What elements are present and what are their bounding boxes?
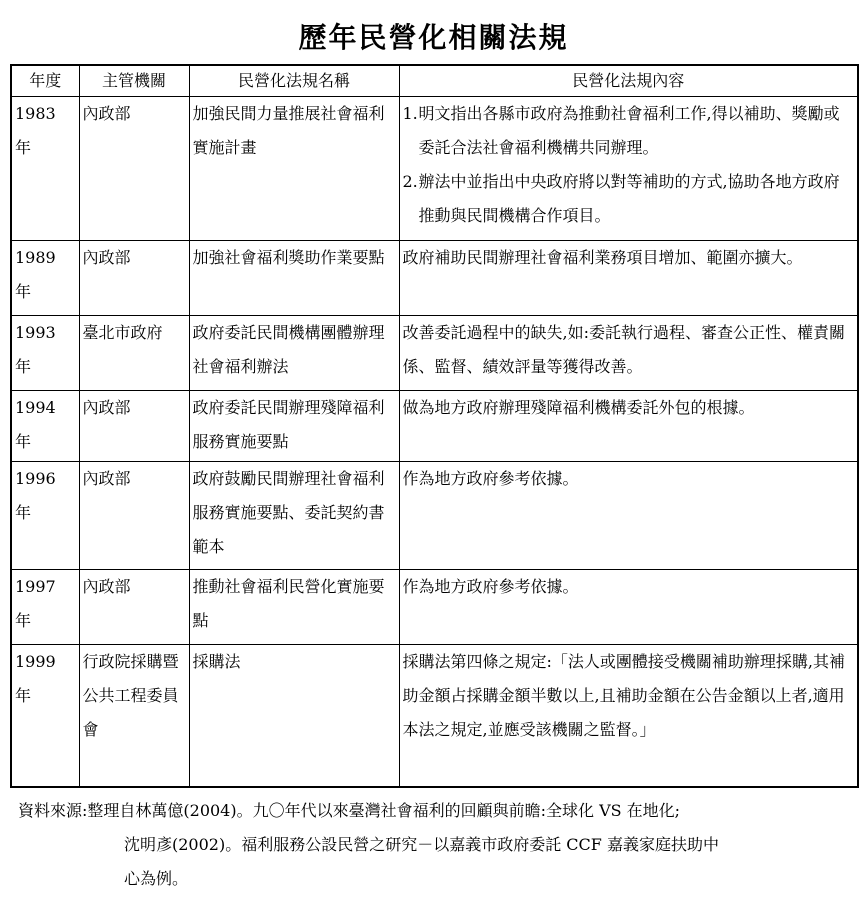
year-cell: 1996 年 <box>11 462 79 570</box>
content-cell: 做為地方政府辦理殘障福利機構委託外包的根據。 <box>399 391 858 462</box>
regulations-table <box>10 64 859 788</box>
table-row <box>11 241 858 316</box>
table-row <box>11 391 858 462</box>
header-law-name: 民營化法規名稱 <box>189 65 399 97</box>
content-cell: 採購法第四條之規定:「法人或團體接受機關補助辦理採購,其補助金額占採購金額半數以上,且補助金額在公告金額以上者,適用本法之規定,並應受該機關之監督。」 <box>399 645 858 787</box>
law-name-cell: 加強社會福利獎助作業要點 <box>189 241 399 316</box>
list-item <box>403 165 855 233</box>
table-row <box>11 645 858 787</box>
source-note <box>18 794 858 896</box>
item-text: 明文指出各縣市政府為推動社會福利工作,得以補助、獎勵或委託合法社會福利機構共同辦理。 <box>418 104 840 157</box>
source-line: 沈明彥(2002)。福利服務公設民營之研究－以嘉義市政府委託 CCF 嘉義家庭扶助中 <box>124 835 719 854</box>
agency-cell: 行政院採購暨公共工程委員會 <box>79 645 189 787</box>
source-line: 心為例。 <box>124 869 189 888</box>
year-cell: 1994 年 <box>11 391 79 462</box>
year-cell: 1983 年 <box>11 97 79 241</box>
agency-cell: 內政部 <box>79 241 189 316</box>
table-row <box>11 462 858 570</box>
year-cell: 1993 年 <box>11 316 79 391</box>
law-name-cell: 政府鼓勵民間辦理社會福利服務實施要點、委託契約書範本 <box>189 462 399 570</box>
header-content: 民營化法規內容 <box>399 65 858 97</box>
agency-cell: 內政部 <box>79 391 189 462</box>
table-row <box>11 316 858 391</box>
content-cell: 政府補助民間辦理社會福利業務項目增加、範圍亦擴大。 <box>399 241 858 316</box>
law-name-cell: 政府委託民間機構團體辦理社會福利辦法 <box>189 316 399 391</box>
year-cell: 1989 年 <box>11 241 79 316</box>
agency-cell: 內政部 <box>79 570 189 645</box>
item-number: 2. <box>402 172 418 191</box>
law-name-cell: 加強民間力量推展社會福利實施計畫 <box>189 97 399 241</box>
agency-cell: 內政部 <box>79 462 189 570</box>
page-title: 歷年民營化相關法規 <box>298 21 569 54</box>
agency-cell: 臺北市政府 <box>79 316 189 391</box>
year-cell: 1997 年 <box>11 570 79 645</box>
item-number: 1. <box>402 104 418 123</box>
content-cell: 作為地方政府參考依據。 <box>399 462 858 570</box>
law-name-cell: 採購法 <box>189 645 399 787</box>
law-name-cell: 推動社會福利民營化實施要點 <box>189 570 399 645</box>
list-item <box>403 97 855 165</box>
content-cell: 作為地方政府參考依據。 <box>399 570 858 645</box>
table-row <box>11 97 858 241</box>
item-text: 辦法中並指出中央政府將以對等補助的方式,協助各地方政府推動與民間機構合作項目。 <box>418 172 840 225</box>
content-cell: 改善委託過程中的缺失,如:委託執行過程、審查公正性、權責關係、監督、績效評量等獲得改善。 <box>399 316 858 391</box>
year-cell: 1999 年 <box>11 645 79 787</box>
law-name-cell: 政府委託民間辦理殘障福利服務實施要點 <box>189 391 399 462</box>
source-line: 資料來源:整理自林萬億(2004)。九〇年代以來臺灣社會福利的回顧與前瞻:全球化 VS 在地化; <box>18 801 681 820</box>
content-cell <box>399 97 858 241</box>
header-year: 年度 <box>11 65 79 97</box>
table-row <box>11 570 858 645</box>
table-header-row <box>11 65 858 97</box>
agency-cell: 內政部 <box>79 97 189 241</box>
header-agency: 主管機關 <box>79 65 189 97</box>
